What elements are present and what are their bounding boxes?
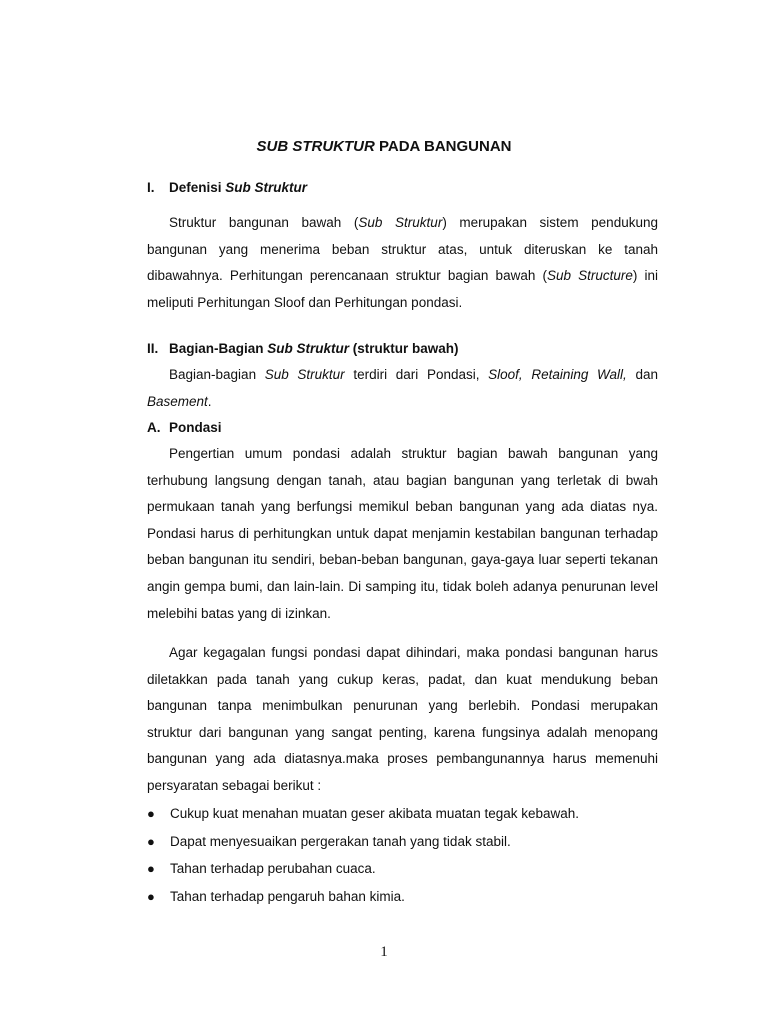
bullet-icon: ●: [147, 833, 155, 849]
title-rest: PADA BANGUNAN: [374, 138, 512, 155]
s2-text-1: Bagian-bagian: [169, 367, 265, 382]
s1-text-2: ) merupakan sistem pendukung bangunan yang menerima beban struktur atas, untuk diteruskan ke tanah dibawahnya. Perhitungan perencanaan struktur bagian bawah (: [147, 215, 658, 284]
section-2-label: Bagian-Bagian: [169, 341, 268, 356]
page-title: [0, 138, 768, 155]
section-2-heading: [147, 341, 459, 356]
s2-text-3: dan: [626, 367, 658, 382]
list-item-text: Tahan terhadap pengaruh bahan kimia.: [170, 889, 405, 905]
section-1-label: Defenisi: [169, 180, 226, 195]
s1-text-3: ) ini meliputi Perhitungan Sloof dan Perhitungan pondasi.: [147, 268, 658, 310]
s1-text-1: Struktur bangunan bawah (: [169, 215, 359, 230]
list-item: [147, 800, 658, 828]
list-item-text: Cukup kuat menahan muatan geser akibata muatan tegak kebawah.: [170, 806, 580, 821]
subsection-a-heading: [147, 420, 222, 435]
bullet-icon: ●: [147, 889, 155, 905]
section-1-label-italic: Sub Struktur: [225, 180, 308, 195]
pondasi-paragraph-2: [147, 640, 658, 800]
list-item: [147, 828, 658, 856]
pondasi-paragraph-1: [147, 441, 658, 627]
bullet-icon: ●: [147, 861, 155, 877]
title-italic: SUB STRUKTUR: [256, 138, 375, 155]
requirements-list: [147, 800, 658, 911]
bullet-icon: ●: [147, 806, 155, 821]
section-2-paragraph: [147, 362, 658, 415]
s1-italic-1: Sub Struktur: [358, 215, 443, 230]
s2-italic-2: Sloof, Retaining Wall,: [488, 367, 627, 382]
pondasi-paragraph-2-text: Agar kegagalan fungsi pondasi dapat dihindari, maka pondasi bangunan harus diletakkan pada tanah yang cukup keras, padat, dan kuat mendukung beban bangunan tanpa menimbulkan penurunan yang berlebih. Pondasi merupakan struktur dari bangunan yang sangat penting, karena fungsinya adalah menopang bangunan yang ada diatasnya.maka proses pembangunannya harus memenuhi persyaratan sebagai berikut :: [147, 645, 658, 793]
list-item-text: Dapat menyesuaikan pergerakan tanah yang tidak stabil.: [170, 833, 511, 849]
section-2-label-italic: Sub Struktur: [267, 341, 350, 356]
section-1-heading: [147, 180, 307, 195]
list-item-text: Tahan terhadap perubahan cuaca.: [170, 861, 376, 877]
list-item: [147, 855, 658, 883]
subsection-a-number: A.: [147, 420, 161, 435]
pondasi-paragraph-1-text: Pengertian umum pondasi adalah struktur bagian bawah bangunan yang terhubung langsung dengan tanah, atau bagian bangunan yang terletak di bwah permukaan tanah yang berfungsi memikul beban bangunan yang ada diatas nya. Pondasi harus di perhitungkan untuk dapat menjamin kestabilan bangunan terhadap beban bangunan itu sendiri, beban-beban bangunan, gaya-gaya luar seperti tekanan angin gempa bumi, dan lain-lain. Di samping itu, tidak boleh adanya penurunan level melebihi batas yang di izinkan.: [147, 446, 658, 621]
page-number: 1: [380, 944, 388, 960]
section-2-label-rest: (struktur bawah): [349, 341, 459, 356]
s2-text-4: .: [207, 393, 212, 409]
section-2-number: II.: [147, 341, 159, 356]
s1-italic-2: Sub Structure: [546, 268, 633, 284]
list-item: [147, 883, 658, 911]
section-1-paragraph: [147, 210, 658, 316]
s2-text-2: terdiri dari Pondasi,: [344, 367, 489, 382]
s2-italic-3: Basement: [147, 393, 208, 409]
subsection-a-label: Pondasi: [169, 420, 222, 435]
s2-italic-1: Sub Struktur: [264, 367, 345, 382]
section-1-number: I.: [147, 180, 155, 195]
